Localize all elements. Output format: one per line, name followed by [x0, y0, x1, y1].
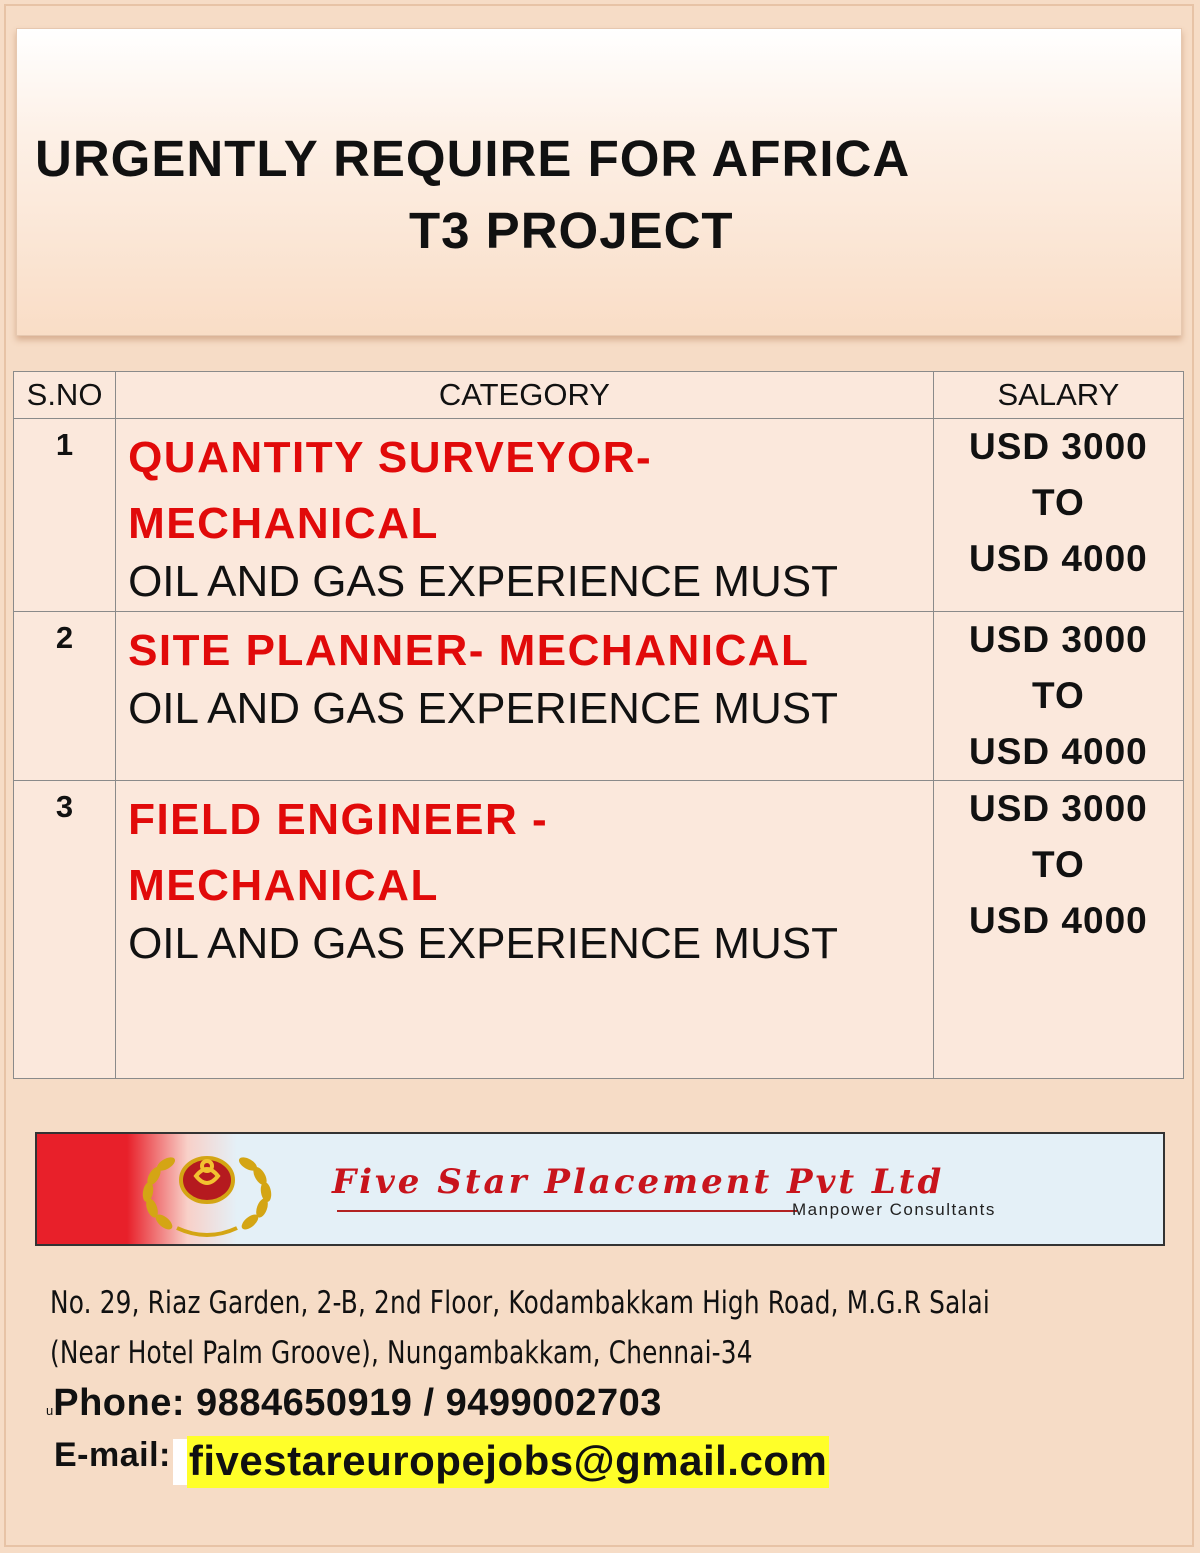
- salary-cell: [933, 781, 1183, 1079]
- column-header-category: CATEGORY: [116, 372, 934, 419]
- project-title: T3 PROJECT: [409, 202, 734, 259]
- serial-number: 3: [14, 781, 116, 1079]
- salary-to: USD 4000: [969, 538, 1148, 579]
- salary-from: USD 3000: [969, 426, 1148, 467]
- headline: URGENTLY REQUIRE FOR AFRICA: [35, 130, 911, 187]
- phone-numbers[interactable]: Phone: 9884650919 / 9499002703: [53, 1382, 662, 1424]
- job-title-continued: MECHANICAL: [128, 861, 439, 910]
- salary-cell: [933, 612, 1183, 781]
- phone-row: [46, 1382, 662, 1425]
- address-line: No. 29, Riaz Garden, 2-B, 2nd Floor, Kodambakkam High Road, M.G.R Salai: [50, 1285, 990, 1321]
- job-title: QUANTITY SURVEYOR-: [128, 433, 653, 482]
- email-row: [54, 1436, 829, 1488]
- salary-to: USD 4000: [969, 900, 1148, 941]
- laurel-wreath-emblem-icon: [92, 1136, 322, 1242]
- email-label: E-mail:: [54, 1436, 171, 1475]
- company-underline: [337, 1210, 797, 1212]
- company-tagline: Manpower Consultants: [792, 1200, 996, 1219]
- job-title: FIELD ENGINEER -: [128, 795, 549, 844]
- header-banner: [16, 28, 1182, 336]
- table-header-row: [14, 372, 1184, 419]
- salary-to-label: TO: [1032, 844, 1085, 885]
- table-row: [14, 419, 1184, 612]
- serial-number: 1: [14, 419, 116, 612]
- job-title-continued: MECHANICAL: [128, 499, 439, 548]
- job-requirement: OIL AND GAS EXPERIENCE MUST: [128, 557, 838, 606]
- email-gap: [173, 1439, 187, 1485]
- company-logo-banner: [35, 1132, 1165, 1246]
- category-cell: [116, 419, 934, 612]
- salary-to-label: TO: [1032, 482, 1085, 523]
- column-header-salary: SALARY: [933, 372, 1183, 419]
- table-row: [14, 781, 1184, 1079]
- category-cell: [116, 781, 934, 1079]
- category-cell: [116, 612, 934, 781]
- job-requirement: OIL AND GAS EXPERIENCE MUST: [128, 684, 838, 733]
- job-title: SITE PLANNER- MECHANICAL: [128, 626, 810, 675]
- company-name: Five Star Placement Pvt Ltd: [332, 1162, 945, 1202]
- stray-mark: u: [46, 1403, 54, 1418]
- jobs-table: [13, 371, 1184, 1079]
- table-row: [14, 612, 1184, 781]
- salary-cell: [933, 419, 1183, 612]
- serial-number: 2: [14, 612, 116, 781]
- address-block: [50, 1278, 1170, 1378]
- email-address[interactable]: fivestareuropejobs@gmail.com: [187, 1436, 829, 1488]
- salary-to: USD 4000: [969, 731, 1148, 772]
- column-header-sno: S.NO: [14, 372, 116, 419]
- salary-from: USD 3000: [969, 619, 1148, 660]
- salary-to-label: TO: [1032, 675, 1085, 716]
- address-line: (Near Hotel Palm Groove), Nungambakkam, Chennai-34: [50, 1335, 753, 1371]
- salary-from: USD 3000: [969, 788, 1148, 829]
- job-requirement: OIL AND GAS EXPERIENCE MUST: [128, 919, 838, 968]
